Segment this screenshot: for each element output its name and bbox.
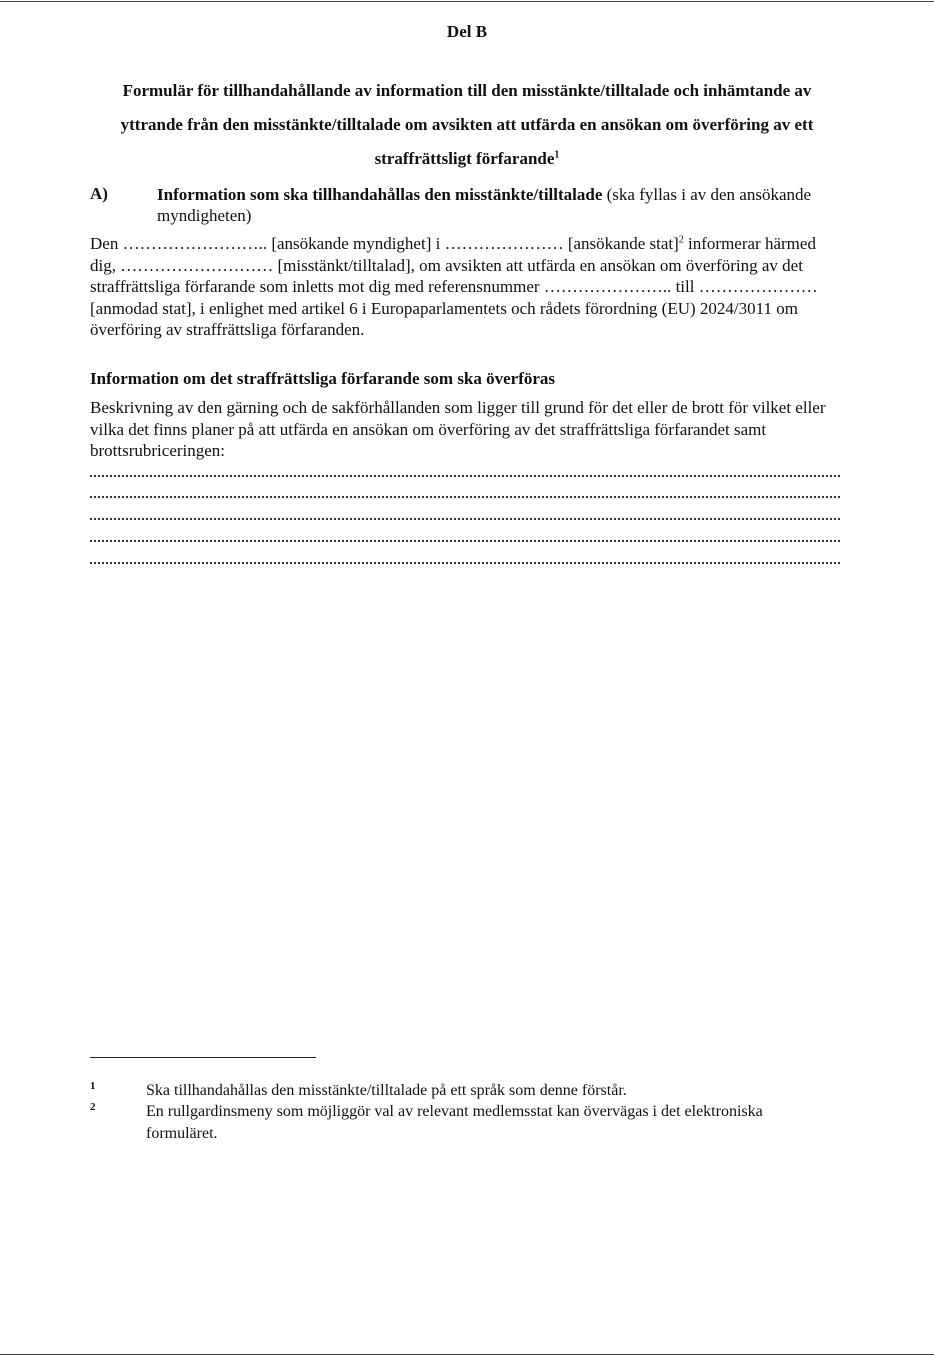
information-paragraph <box>90 233 844 341</box>
part-title: Del B <box>446 22 488 41</box>
section-a-label: A) <box>90 184 108 203</box>
section-a-heading-note: (ska fyllas i av den ansökande myndigheten) <box>157 185 812 225</box>
top-border <box>0 1 934 2</box>
bottom-border <box>0 1354 934 1355</box>
footnote-2-text: En rullgardinsmeny som möjliggör val av relevant medlemsstat kan övervägas i det elektroniska formuläret. <box>146 1103 763 1142</box>
form-title-text: Formulär för tillhandahållande av information till den misstänkte/tilltalade och inhämtande av yttrande från den misstänkte/tilltalade om avsikten att utfärda en ansökan om överföring av ett straffrättsligt förfarande <box>120 81 814 168</box>
form-title <box>90 74 844 176</box>
section-a-heading-bold: Information som ska tillhandahållas den misstänkte/tilltalade <box>157 185 603 204</box>
information-paragraph-part1: Den …………………….. [ansökande myndighet] i ………………… [ansökande stat] <box>90 234 679 253</box>
form-title-footnote-ref[interactable]: 1 <box>554 149 560 161</box>
footnote-2-number: 2 <box>90 1101 96 1113</box>
answer-line-5[interactable] <box>90 562 840 564</box>
answer-line-3[interactable] <box>90 518 840 520</box>
proceedings-heading: Information om det straffrättsliga förfarande som ska överföras <box>90 369 556 388</box>
answer-line-1[interactable] <box>90 475 840 477</box>
section-a-heading <box>157 184 817 226</box>
footnote-1-text: Ska tillhandahållas den misstänkte/tilltalade på ett språk som denne förstår. <box>146 1082 627 1099</box>
answer-line-4[interactable] <box>90 540 840 542</box>
description-paragraph: Beskrivning av den gärning och de sakförhållanden som ligger till grund för det eller de brott för vilket eller vilka det finns planer på att utfärda en ansökan om överföring av det straffrättsliga förfarandet samt brottsrubriceringen: <box>90 398 826 460</box>
information-paragraph-part2: informerar härmed dig, ……………………… [misstänkt/tilltalad], om avsikten att utfärda en ansökan om överföring av det straffrättsliga förfarande som inletts mot dig med referensnummer ………………….. till ………………… [anmodad stat], i enlighet med artikel 6 i Europaparlamentets och rådets förordning (EU) 2024/3011 om överföring av straffrättsliga förfaranden. <box>90 234 818 339</box>
information-footnote-ref[interactable]: 2 <box>678 234 684 246</box>
footnote-separator <box>90 1057 316 1058</box>
footnote-1-number: 1 <box>90 1080 96 1092</box>
answer-line-2[interactable] <box>90 496 840 498</box>
